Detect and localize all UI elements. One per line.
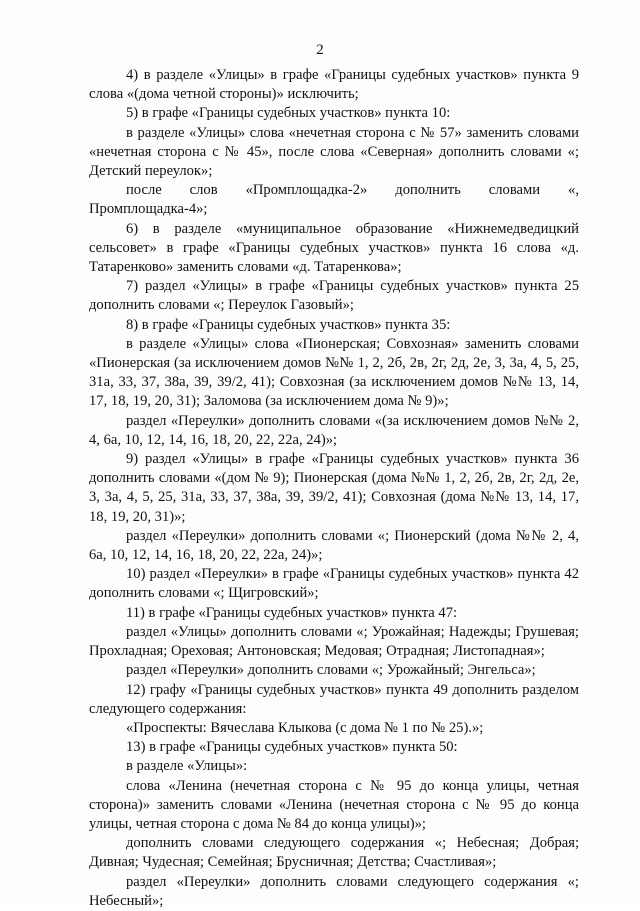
paragraph-item-8-lanes: раздел «Переулки» дополнить словами «(за исключением домов №№ 2, 4, 6а, 10, 12, 14, 16, 18, 20, 22, 22а, 24)»;	[89, 412, 579, 448]
paragraph-item-9-lanes: раздел «Переулки» дополнить словами «; Пионерский (дома №№ 2, 4, 6а, 10, 12, 14, 16, 18, 20, 22, 22а, 24)»;	[89, 527, 579, 564]
paragraph-item-13-lanes: раздел «Переулки» дополнить словами следующего содержания «; Небесный»;	[89, 873, 579, 909]
paragraph-item-10: 10) раздел «Переулки» в графе «Границы судебных участков» пункта 42 дополнить словами «; Щигровский»;	[89, 566, 579, 602]
paragraph-item-13-streets-add: дополнить словами следующего содержания «; Небесная; Добрая; Дивная; Чудесная; Семейная; Брусничная; Детства; Счастливая»;	[89, 835, 579, 871]
document-body	[89, 66, 579, 911]
page-number: 2	[316, 42, 324, 58]
paragraph-item-8-streets: в разделе «Улицы» слова «Пионерская; Совхозная» заменить словами «Пионерская (за исключением домов №№ 1, 2, 2б, 2в, 2г, 2д, 2е, 3, 3а, 4, 5, 25, 31а, 33, 37, 38а, 39, 39/2, 41); Совхозная (за исключением домов №№ 13, 14, 17, 18, 19, 20, 31); Заломова (за исключением дома № 9)»;	[89, 335, 579, 410]
paragraph-item-13: 13) в графе «Границы судебных участков» пункта 50:	[126, 739, 458, 756]
paragraph-item-13-lenina: слова «Ленина (нечетная сторона с № 95 до конца улицы, четная сторона)» заменить словами «Ленина (нечетная сторона с № 95 до конца улицы, четная сторона с дома № 84 до конца улицы)»;	[89, 777, 579, 832]
paragraph-item-12-avenues: «Проспекты: Вячеслава Клыкова (с дома № 1 по № 25).»;	[126, 719, 484, 736]
paragraph-item-12: 12) графу «Границы судебных участков» пункта 49 дополнить разделом следующего содержания:	[89, 681, 579, 717]
paragraph-item-13-streets-header: в разделе «Улицы»:	[126, 758, 248, 775]
paragraph-item-11: 11) в графе «Границы судебных участков» пункта 47:	[126, 604, 458, 621]
paragraph-item-9: 9) раздел «Улицы» в графе «Границы судебных участков» пункта 36 дополнить словами «(дом № 9); Пионерская (дома №№ 1, 2, 2б, 2в, 2г, 2д, 2е, 3, 3а, 4, 5, 25, 31а, 33, 37, 38а, 39, 39/2, 41); Совхозная (дома №№ 13, 14, 17, 18, 19, 20, 31)»;	[89, 451, 579, 525]
paragraph-item-8: 8) в графе «Границы судебных участков» пункта 35:	[126, 316, 451, 333]
paragraph-item-5-promplощadka: после слов «Промплощадка-2» дополнить словами «, Промплощадка-4»;	[89, 182, 579, 218]
paragraph-item-6: 6) в разделе «муниципальное образование «Нижнемедведицкий сельсовет» в графе «Границы судебных участков» пункта 16 слова «д. Татаренково» заменить словами «д. Татаренкова»;	[89, 220, 579, 276]
paragraph-item-5-streets: в разделе «Улицы» слова «нечетная сторона с № 57» заменить словами «нечетная сторона с № 45», после слова «Северная» дополнить словами «; Детский переулок»;	[89, 124, 579, 180]
paragraph-item-11-lanes: раздел «Переулки» дополнить словами «; Урожайный; Энгельса»;	[126, 662, 536, 679]
paragraph-item-11-streets: раздел «Улицы» дополнить словами «; Урожайная; Надежды; Грушевая; Прохладная; Ореховая; Антоновская; Медовая; Отрадная; Листопадная»;	[89, 623, 579, 660]
paragraph-item-5: 5) в графе «Границы судебных участков» пункта 10:	[126, 105, 451, 122]
paragraph-item-4: 4) в разделе «Улицы» в графе «Границы судебных участков» пункта 9 слова «(дома четной стороны)» исключить;	[89, 67, 579, 103]
paragraph-item-7: 7) раздел «Улицы» в графе «Границы судебных участков» пункта 25 дополнить словами «; Переулок Газовый»;	[89, 278, 579, 314]
